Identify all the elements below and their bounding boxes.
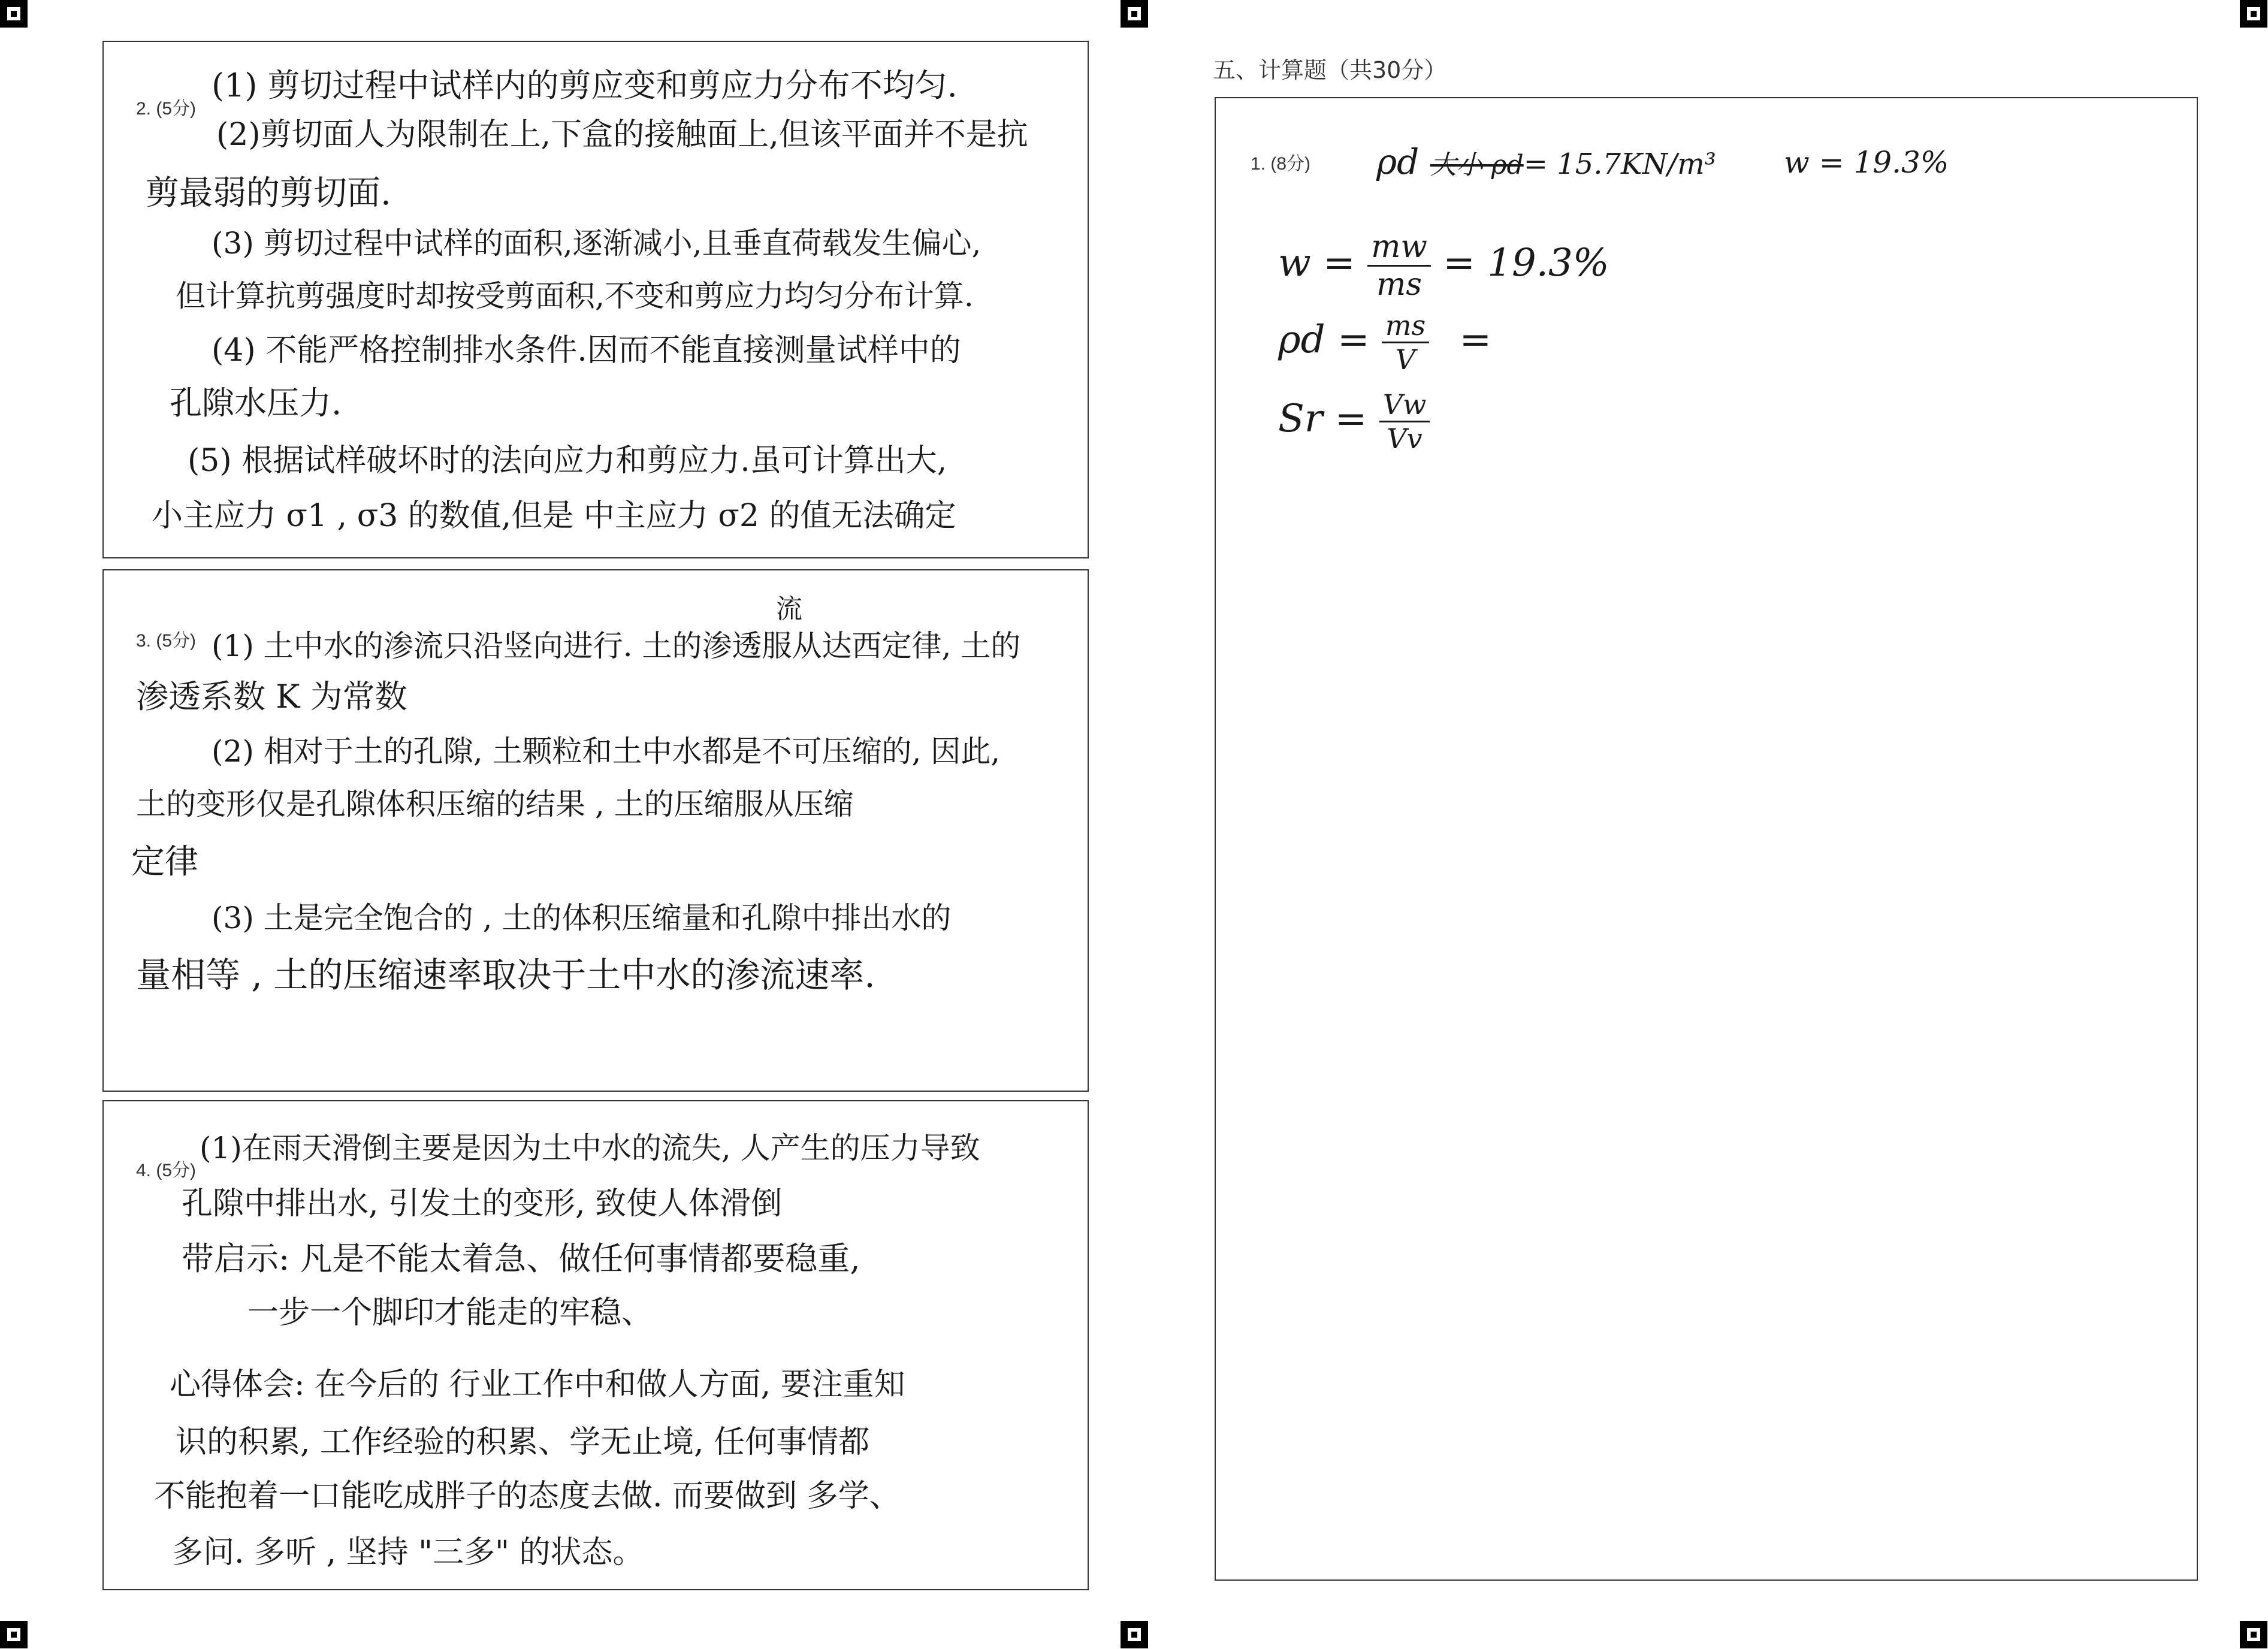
answer-line: 识的积累, 工作经验的积累、学无止境, 任何事情都 <box>176 1424 870 1460</box>
registration-marker-bottom-right <box>2240 1621 2267 1648</box>
answer-box-q3 <box>102 569 1089 1092</box>
formula-rhs: = <box>1459 318 1492 362</box>
question-label: 2. (5分) <box>136 99 197 119</box>
denominator: Vv <box>1387 422 1423 455</box>
given-density-symbol: ρd <box>1376 141 1420 182</box>
registration-marker-top-right <box>2240 0 2267 28</box>
registration-marker-bottom-left <box>0 1621 28 1648</box>
insertion-mark: 流 <box>776 594 802 624</box>
question-label: 3. (5分) <box>136 631 197 651</box>
answer-line: 多问. 多听 , 坚持 "三多" 的状态。 <box>172 1535 644 1571</box>
answer-box-calc-q1 <box>1215 97 2198 1581</box>
registration-marker-bottom-center <box>1121 1621 1148 1648</box>
answer-line: 孔隙中排出水, 引发土的变形, 致使人体滑倒 <box>182 1186 783 1222</box>
answer-line: 定律 <box>131 842 198 881</box>
answer-line: 不能抱着一口能吃成胖子的态度去做. 而要做到 多学、 <box>154 1478 901 1514</box>
answer-line: 但计算抗剪强度时却按受剪面积,不变和剪应力均匀分布计算. <box>176 279 974 313</box>
answer-line: 带启示: 凡是不能太着急、做任何事情都要稳重, <box>182 1240 860 1277</box>
answer-line: 剪最弱的剪切面. <box>146 174 391 213</box>
answer-line: (1) 剪切过程中试样内的剪应变和剪应力分布不均匀. <box>212 67 958 104</box>
formula-lhs: ρd = <box>1278 318 1370 362</box>
given-density-value: = 15.7KN/m³ <box>1523 147 1716 181</box>
formula-saturation <box>1278 388 1430 455</box>
answer-line: (3) 土是完全饱合的 , 土的体积压缩量和孔隙中排出水的 <box>212 901 952 935</box>
registration-marker-top-left <box>0 0 28 28</box>
numerator: ms <box>1382 309 1429 343</box>
denominator: V <box>1395 343 1416 376</box>
answer-box-q4 <box>102 1100 1089 1590</box>
question-label: 1. (8分) <box>1251 154 1311 174</box>
formula-rhs: = 19.3% <box>1443 241 1609 285</box>
fraction <box>1379 388 1430 455</box>
answer-box-q2 <box>102 41 1089 558</box>
denominator: ms <box>1376 267 1422 303</box>
answer-line: (3) 剪切过程中试样的面积,逐渐减小,且垂直荷载发生偏心, <box>212 226 982 261</box>
answer-line: (1) 土中水的渗流只沿竖向进行. 土的渗透服从达西定律, 土的 <box>212 629 1021 663</box>
question-label: 4. (5分) <box>136 1161 197 1180</box>
answer-line: 心得体会: 在今后的 行业工作中和做人方面, 要注重知 <box>170 1367 905 1403</box>
registration-marker-top-center <box>1121 0 1148 28</box>
fraction <box>1367 229 1431 303</box>
given-water-content: w = 19.3% <box>1784 145 1949 180</box>
numerator: mw <box>1367 229 1431 267</box>
answer-line: 小主应力 σ1 , σ3 的数值,但是 中主应力 σ2 的值无法确定 <box>152 498 956 534</box>
numerator: Vw <box>1379 388 1430 422</box>
formula-lhs: Sr = <box>1278 397 1367 441</box>
answer-line: (2)剪切面人为限制在上,下盒的接触面上,但该平面并不是抗 <box>216 117 1028 153</box>
formula-dry-density <box>1278 309 1491 376</box>
struck-text: 大小 ρd <box>1430 150 1524 180</box>
answer-line: 量相等 , 土的压缩速率取决于土中水的渗流速率. <box>136 955 875 995</box>
given-line <box>1376 141 1716 182</box>
answer-line: 一步一个脚印才能走的牢稳、 <box>247 1295 653 1331</box>
section-title: 五、计算题（共30分） <box>1213 57 1447 83</box>
fraction <box>1382 309 1429 376</box>
answer-line: (2) 相对于土的孔隙, 土颗粒和土中水都是不可压缩的, 因此, <box>212 734 1001 769</box>
formula-water-content <box>1278 229 1609 303</box>
answer-line: (1)在雨天滑倒主要是因为土中水的流失, 人产生的压力导致 <box>200 1131 980 1165</box>
formula-lhs: w = <box>1278 241 1355 285</box>
answer-line: (5) 根据试样破坏时的法向应力和剪应力.虽可计算出大, <box>188 443 947 479</box>
answer-line: (4) 不能严格控制排水条件.因而不能直接测量试样中的 <box>212 333 961 369</box>
answer-line: 土的变形仅是孔隙体积压缩的结果 , 土的压缩服从压缩 <box>136 787 854 822</box>
answer-line: 孔隙水压力. <box>170 384 342 422</box>
answer-line: 渗透系数 K 为常数 <box>136 678 407 715</box>
